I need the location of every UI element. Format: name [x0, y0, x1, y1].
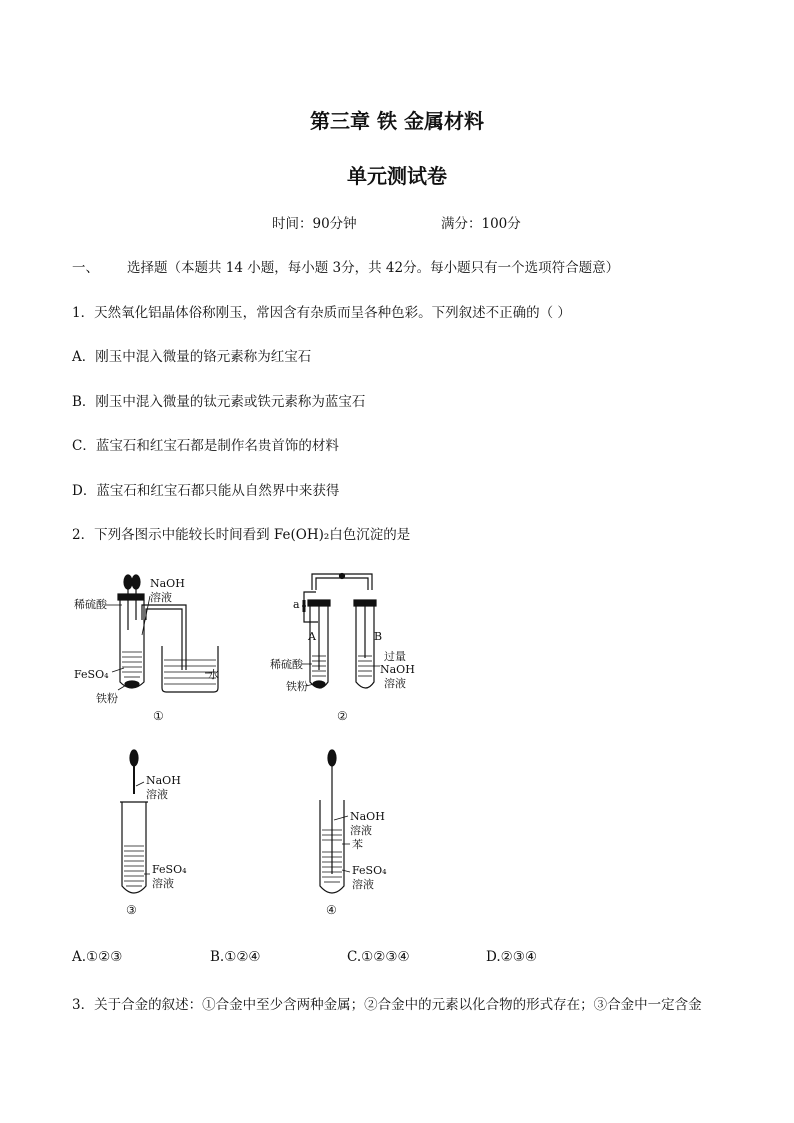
fig1-naoh-label: NaOH: [150, 577, 185, 590]
question-2-option-d: D.②③④: [486, 949, 537, 965]
fig1-iron-label: 铁粉: [96, 692, 118, 705]
fig2-dilute-acid-label: 稀硫酸: [270, 658, 303, 671]
question-1-option-d: D．蓝宝石和红宝石都只能从自然界中来获得: [72, 483, 340, 499]
fig4-naoh-label: NaOH: [350, 810, 385, 823]
fig2-iron-label: 铁粉: [286, 680, 308, 693]
fig2-naoh-label: NaOH: [380, 663, 415, 676]
fig3-solution1-label: 溶液: [146, 788, 168, 801]
question-2-option-c: C.①②③④: [347, 949, 410, 965]
test-title: 单元测试卷: [347, 164, 447, 188]
exam-time: 时间：90分钟: [272, 216, 357, 232]
fig3-number: ③: [126, 903, 137, 917]
question-3-stem: 3．关于合金的叙述：①合金中至少含两种金属；②合金中的元素以化合物的形式存在；③合金中一定含金: [72, 997, 702, 1013]
fig2-tube-b-label: B: [374, 630, 383, 643]
section-number: 一、: [72, 260, 99, 276]
fig4-number: ④: [326, 903, 337, 917]
fig1-solution-label: 溶液: [150, 591, 172, 604]
apparatus-figure: [0, 560, 794, 930]
question-1-option-c: C．蓝宝石和红宝石都是制作名贵首饰的材料: [72, 438, 339, 454]
fig1-feso4-label: FeSO₄: [74, 668, 109, 681]
fig2-valve-label: a: [293, 598, 300, 611]
fig4-benzene-label: 苯: [352, 838, 363, 851]
question-1-option-b: B．刚玉中混入微量的钛元素或铁元素称为蓝宝石: [72, 394, 366, 410]
question-2-option-a: A.①②③: [72, 949, 123, 965]
fig2-solution-label: 溶液: [384, 677, 406, 690]
chapter-title: 第三章 铁 金属材料: [310, 109, 484, 133]
fig3-naoh-label: NaOH: [146, 774, 181, 787]
fig2-number: ②: [337, 709, 348, 723]
fig2-excess-label: 过量: [384, 650, 406, 663]
fig2-tube-a-label: A: [308, 630, 316, 643]
fig4-feso4-label: FeSO₄: [352, 864, 387, 877]
question-1-stem: 1．天然氧化铝晶体俗称刚玉，常因含有杂质而呈各种色彩。下列叙述不正确的（ ）: [72, 305, 571, 321]
fig3-solution2-label: 溶液: [152, 877, 174, 890]
question-1-option-a: A．刚玉中混入微量的铬元素称为红宝石: [72, 349, 312, 365]
section-heading: 选择题（本题共 14 小题，每小题 3分，共 42分。每小题只有一个选项符合题意）: [127, 260, 620, 276]
question-2-stem: 2．下列各图示中能较长时间看到 Fe(OH)₂白色沉淀的是: [72, 527, 411, 543]
fig1-water-label: 水: [208, 668, 219, 681]
fig1-dilute-acid-label: 稀硫酸: [74, 598, 107, 611]
fig4-solution1-label: 溶液: [350, 824, 372, 837]
full-score: 满分：100分: [441, 216, 521, 232]
fig4-solution2-label: 溶液: [352, 878, 374, 891]
fig3-feso4-label: FeSO₄: [152, 863, 187, 876]
fig1-number: ①: [153, 709, 164, 723]
question-2-option-b: B.①②④: [210, 949, 261, 965]
